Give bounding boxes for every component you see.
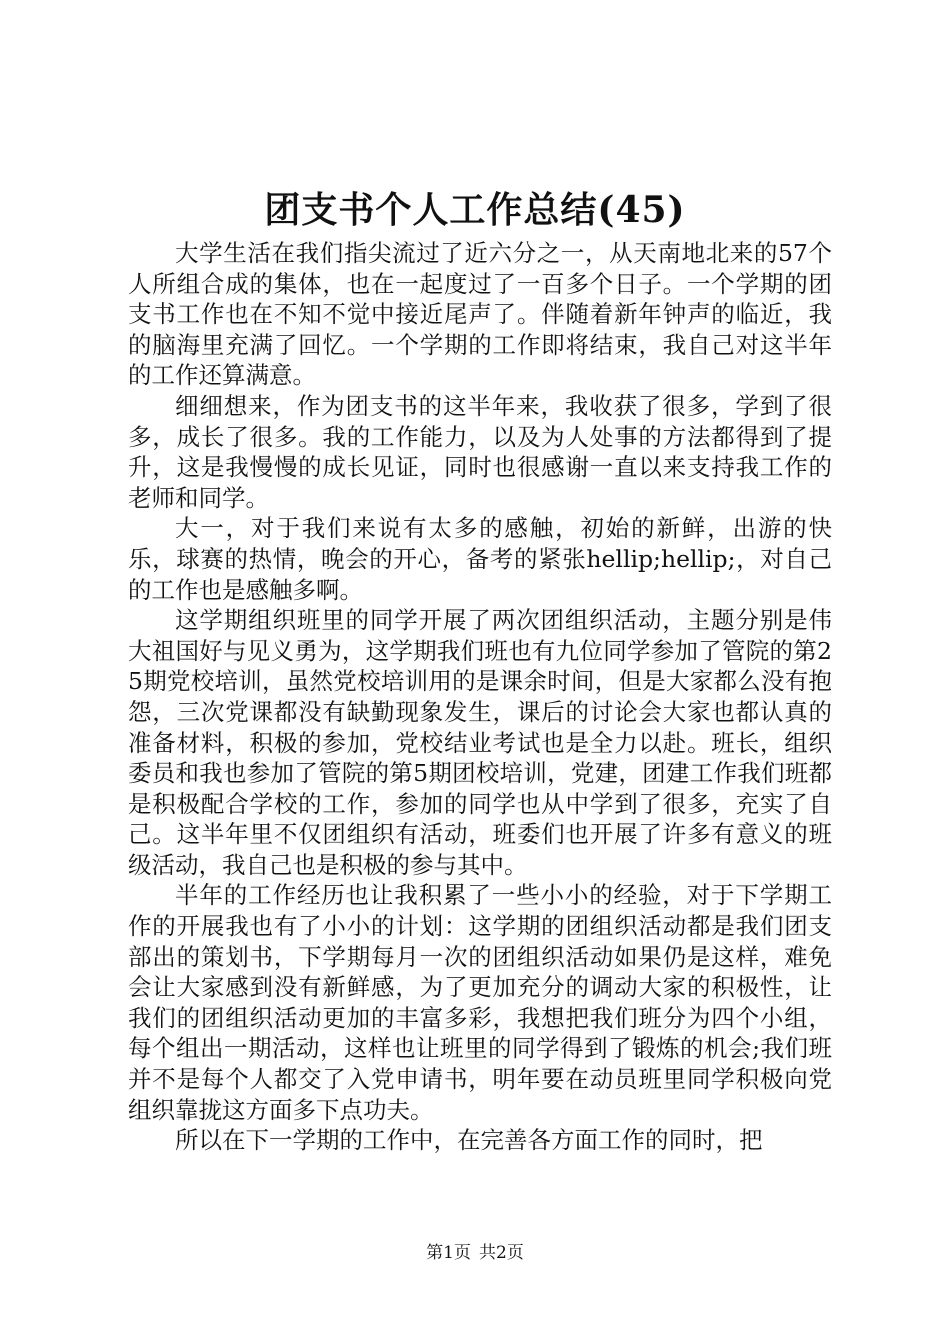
document-title: 团支书个人工作总结(45) bbox=[264, 189, 686, 231]
paragraph-freshman: 大一，对于我们来说有太多的感触，初始的新鲜，出游的快乐，球赛的热情，晚会的开心，备考的紧张hellip;hellip;，对自己的工作也是感触多啊。 bbox=[128, 514, 832, 604]
page-number: 第1页 bbox=[426, 1243, 471, 1263]
paragraph-intro: 大学生活在我们指尖流过了近六分之一，从天南地北来的57个人所组合成的集体，也在一起度过了一百多个日子。一个学期的团支书工作也在不知不觉中接近尾声了。伴随着新年钟声的临近，我的脑海里充满了回忆。一个学期的工作即将结束，我自己对这半年的工作还算满意。 bbox=[128, 239, 832, 390]
page-footer bbox=[0, 1242, 950, 1264]
paragraph-next-term: 所以在下一学期的工作中，在完善各方面工作的同时，把 bbox=[175, 1126, 763, 1155]
paragraph-activities: 这学期组织班里的同学开展了两次团组织活动，主题分别是伟大祖国好与见义勇为，这学期我们班也有九位同学参加了管院的第25期党校培训，虽然党校培训用的是课余时间，但是大家都么没有抱怨，三次党课都没有缺勤现象发生，课后的讨论会大家也都认真的准备材料，积极的参加，党校结业考试也是全力以赴。班长，组织委员和我也参加了管院的第5期团校培训，党建，团建工作我们班都是积极配合学校的工作，参加的同学也从中学到了很多，充实了自己。这半年里不仅团组织有活动，班委们也开展了许多有意义的班级活动，我自己也是积极的参与其中。 bbox=[128, 606, 832, 879]
paragraph-plans: 半年的工作经历也让我积累了一些小小的经验，对于下学期工作的开展我也有了小小的计划：这学期的团组织活动都是我们团支部出的策划书，下学期每月一次的团组织活动如果仍是这样，难免会让大家感到没有新鲜感，为了更加充分的调动大家的积极性，让我们的团组织活动更加的丰富多彩，我想把我们班分为四个小组，每个组出一期活动，这样也让班里的同学得到了锻炼的机会;我们班并不是每个人都交了入党申请书，明年要在动员班里同学积极向党组织靠拢这方面多下点功夫。 bbox=[128, 881, 832, 1124]
page-total: 共2页 bbox=[479, 1243, 524, 1263]
document-body bbox=[128, 238, 832, 1156]
paragraph-reflection: 细细想来，作为团支书的这半年来，我收获了很多，学到了很多，成长了很多。我的工作能力，以及为人处事的方法都得到了提升，这是我慢慢的成长见证，同时也很感谢一直以来支持我工作的老师和同学。 bbox=[128, 391, 832, 512]
